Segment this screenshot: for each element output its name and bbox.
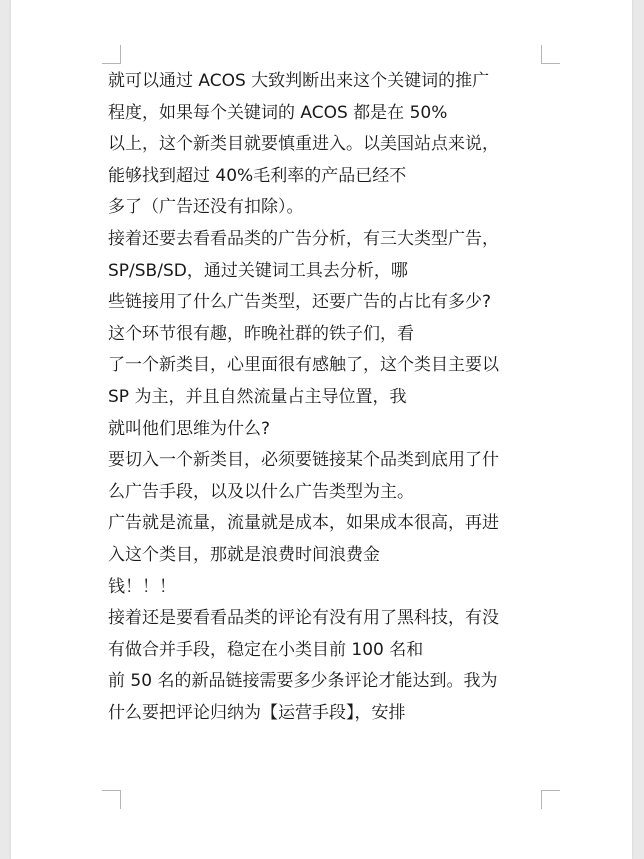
text-line: SP 为主，并且自然流量占主导位置，我 xyxy=(108,386,407,407)
text-line: 有做合并手段，稳定在小类目前 100 名和 xyxy=(108,639,424,660)
text-line: 些链接用了什么广告类型，还要广告的占比有多少? xyxy=(108,292,492,313)
document-body[interactable] xyxy=(108,66,548,729)
text-line: 以上，这个新类目就要慎重进入。以美国站点来说， xyxy=(108,134,499,155)
text-line: 了一个新类目，心里面很有感触了，这个类目主要以 xyxy=(108,355,499,376)
text-line: 么广告手段，以及以什么广告类型为主。 xyxy=(108,481,414,502)
text-line: 入这个类目，那就是浪费时间浪费金 xyxy=(108,544,380,565)
crop-mark-top-left xyxy=(102,45,121,64)
text-line: 就叫他们思维为什么? xyxy=(108,418,271,439)
text-line: 前 50 名的新品链接需要多少条评论才能达到。我为 xyxy=(108,671,498,692)
text-line: 就可以通过 ACOS 大致判断出来这个关键词的推广 xyxy=(108,71,490,91)
text-line: 接着还是要看看品类的评论有没有用了黑科技，有没 xyxy=(108,608,499,629)
text-line: 能够找到超过 40%毛利率的产品已经不 xyxy=(108,165,407,186)
text-line: 什么要把评论归纳为【运营手段】，安排 xyxy=(108,702,406,723)
crop-mark-top-right xyxy=(541,45,560,64)
text-line: 程度，如果每个关键词的 ACOS 都是在 50% xyxy=(108,102,448,123)
text-line: SP/SB/SD，通过关键词工具去分析，哪 xyxy=(108,260,408,281)
text-line: 要切入一个新类目，必须要链接某个品类到底用了什 xyxy=(108,450,499,471)
crop-mark-bottom-left xyxy=(102,790,121,809)
document-page xyxy=(11,0,632,859)
text-line: 广告就是流量，流量就是成本，如果成本很高，再进 xyxy=(108,513,499,534)
text-line: 接着还要去看看品类的广告分析，有三大类型广告， xyxy=(108,228,499,249)
crop-mark-bottom-right xyxy=(541,790,560,809)
text-line: 多了（广告还没有扣除）。 xyxy=(108,197,304,218)
text-line: 钱！！！ xyxy=(108,576,176,597)
text-line: 这个环节很有趣，昨晚社群的铁子们，看 xyxy=(108,323,414,344)
